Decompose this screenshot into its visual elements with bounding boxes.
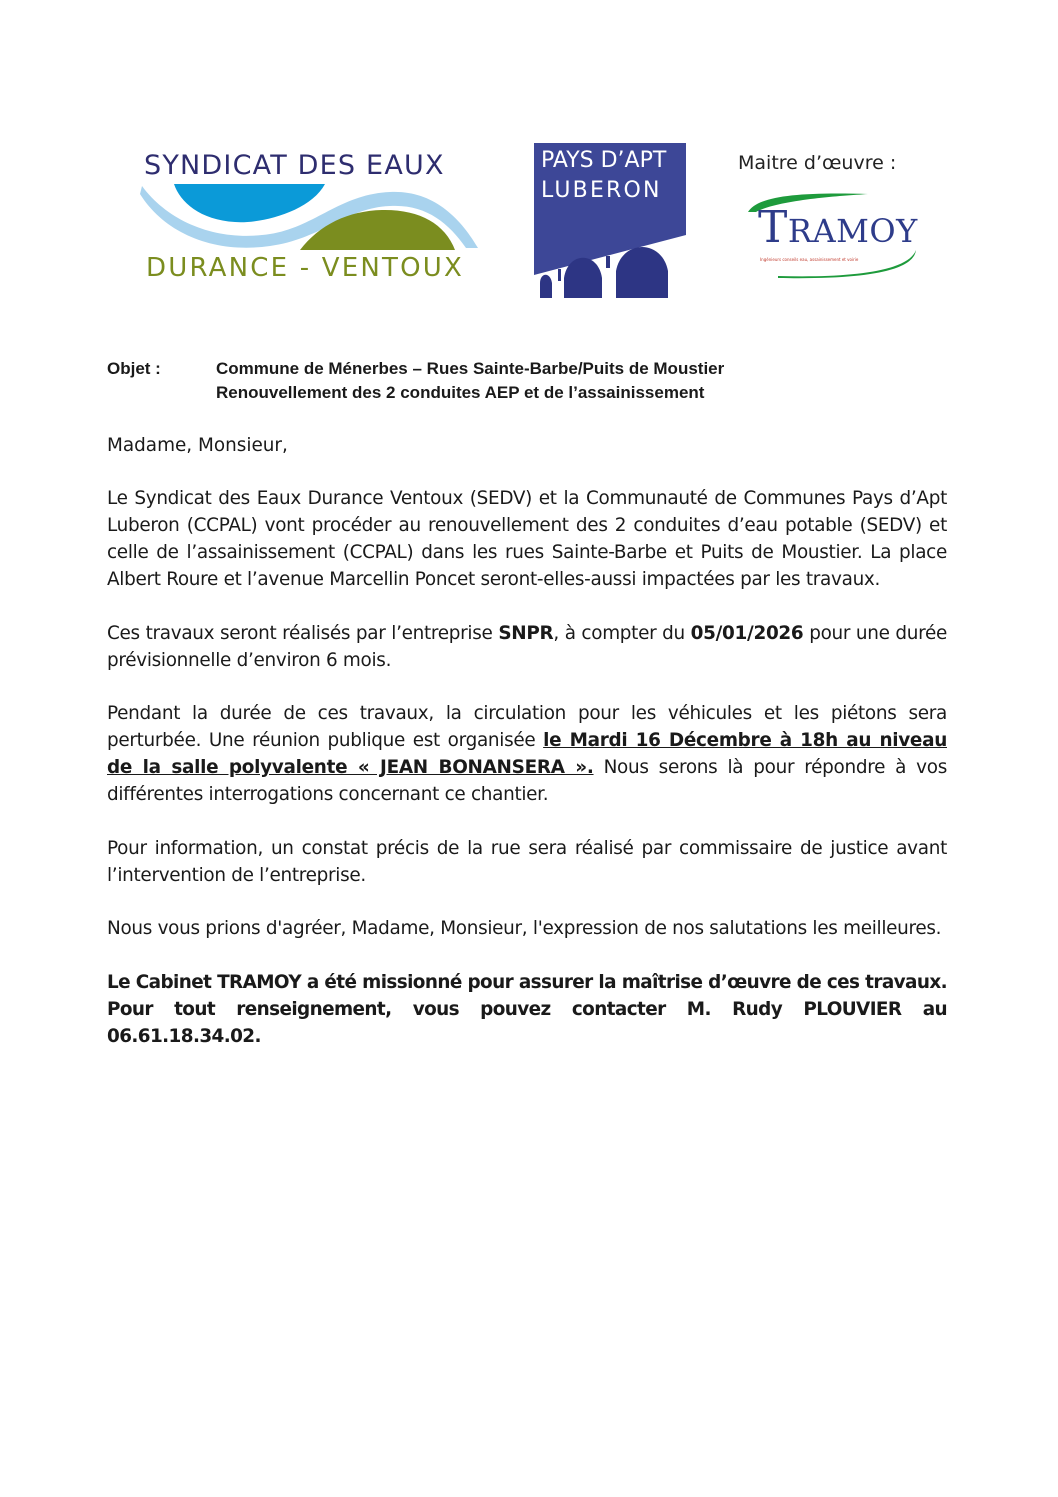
ccpal-logo-line2: LUBERON — [541, 178, 662, 203]
text-run: Pendant la durée de ces travaux, la circulation pour les véhicules et les piétons sera perturbée. Une réunion publique est organisée — [107, 703, 947, 751]
sedv-water-shape — [174, 184, 325, 222]
contractor-name: SNPR — [498, 622, 554, 644]
subject-line-1: Commune de Ménerbes – Rues Sainte-Barbe/Puits de Moustier — [216, 359, 725, 378]
maitre-oeuvre-label: Maitre d’œuvre : — [738, 152, 897, 174]
text-run: pour une durée prévisionnelle d’environ 6 mois. — [107, 622, 948, 671]
sedv-wave-emblem — [140, 184, 480, 252]
ccpal-logo-line1: PAYS D’APT — [541, 148, 667, 173]
text-run: Nous serons là pour répondre à vos différentes interrogations concernant ce chantier. — [107, 757, 947, 805]
sedv-logo-title: SYNDICAT DES EAUX — [144, 150, 445, 181]
paragraph-bailiff-report: Pour information, un constat précis de la rue sera réalisé par commissaire de justice avant l’intervention de l’entreprise. — [107, 837, 947, 886]
letter-body — [107, 432, 947, 1076]
ccpal-logo — [534, 143, 686, 298]
start-date: 05/01/2026 — [690, 622, 804, 644]
paragraph-contact: Le Cabinet TRAMOY a été missionné pour assurer la maîtrise d’œuvre de ces travaux. Pour tout renseignement, vous pouvez contacter M. Rudy PLOUVIER au 06.61.18.34.02. — [107, 971, 947, 1047]
tramoy-wordmark — [758, 204, 918, 252]
subject-line-2: Renouvellement des 2 conduites AEP et de l’assainissement — [216, 383, 705, 402]
subject-lines — [216, 357, 724, 405]
paragraph-works-announcement: Le Syndicat des Eaux Durance Ventoux (SEDV) et la Communauté de Communes Pays d’Apt Luberon (CCPAL) vont procéder au renouvellement des 2 conduites d’eau potable (SEDV) et celle de l’assainissement (CCPAL) dans les rues Sainte-Barbe et Puits de Moustier. La place Albert Roure et l’avenue Marcellin Poncet seront-elles-aussi impactées par les travaux. — [107, 488, 947, 590]
paragraph-contractor-schedule — [107, 620, 947, 674]
tramoy-bottom-swoosh — [778, 250, 916, 278]
meeting-details: le Mardi 16 Décembre à 18h au niveau de la salle polyvalente « JEAN BONANSERA ». — [107, 730, 947, 778]
sedv-logo-subtitle: DURANCE - VENTOUX — [146, 253, 465, 283]
subject-label: Objet : — [107, 359, 161, 378]
tramoy-logo — [738, 190, 923, 282]
text-run: Ces travaux seront réalisés par l’entreprise — [107, 622, 499, 644]
tramoy-name: RAMOY — [787, 212, 918, 250]
tramoy-initial: T — [758, 202, 788, 253]
paragraph-public-meeting — [107, 700, 947, 808]
tramoy-tagline: Ingénieurs conseils eau, assainissement et voirie — [760, 257, 859, 262]
greeting: Madame, Monsieur, — [107, 435, 288, 456]
paragraph-salutation: Nous vous prions d'agréer, Madame, Monsieur, l'expression de nos salutations les meilleures. — [107, 918, 942, 939]
sedv-logo — [140, 150, 480, 285]
text-run: , à compter du — [553, 622, 691, 644]
